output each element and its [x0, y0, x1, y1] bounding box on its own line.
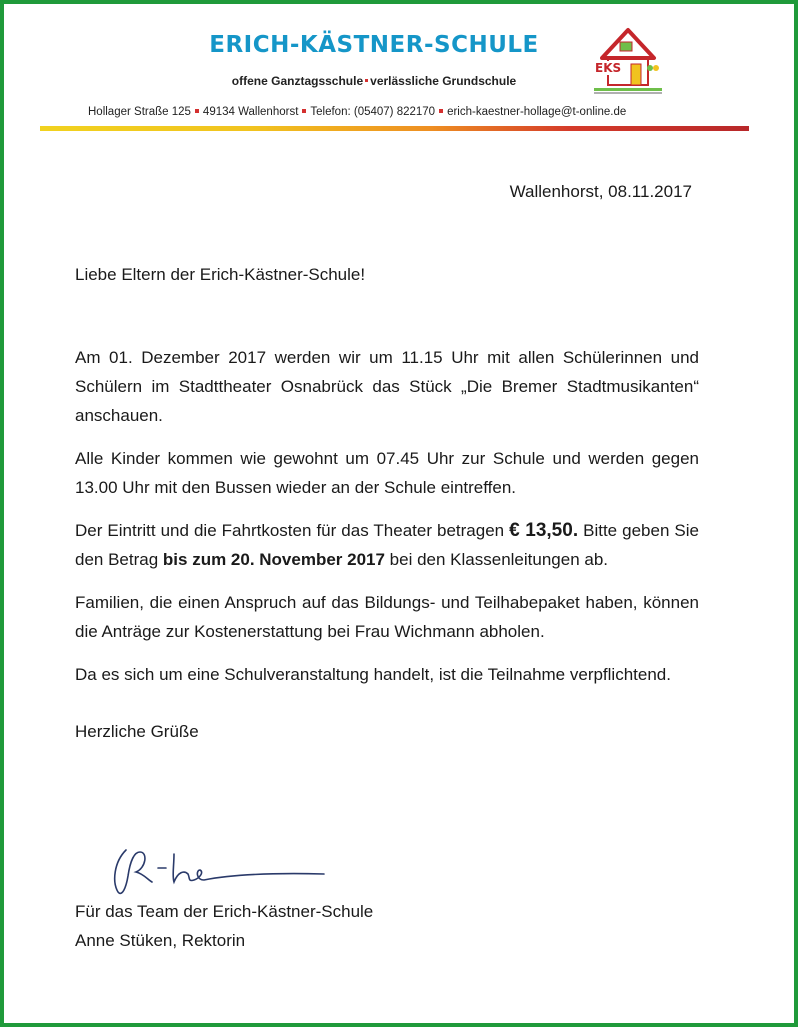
cost-text-middle: Bitte geben Sie den Betrag [75, 521, 700, 569]
closing: Herzliche Grüße [75, 722, 199, 741]
cost-text-end: bei den Klassenleitungen ab. [384, 550, 609, 569]
letter-body [75, 260, 699, 746]
greeting: Liebe Eltern der Erich-Kästner-Schule! [75, 265, 366, 284]
sign-block [75, 897, 373, 955]
phone: Telefon: (05407) 822170 [310, 106, 436, 118]
school-subtitle [114, 74, 634, 88]
paragraph-schedule: Alle Kinder kommen wie gewohnt um 07.45 Uhr zur Schule und werden gegen 13.00 Uhr mit den Bussen wieder an der Schule eintreffen. [75, 449, 699, 497]
paragraph-mandatory: Da es sich um eine Schulveranstaltung handelt, ist die Teilnahme verpflichtend. [75, 665, 671, 684]
contact-separator [302, 109, 306, 113]
letter-date: Wallenhorst, 08.11.2017 [509, 182, 692, 201]
cost-text-start: Der Eintritt und die Fahrtkosten für das Theater betragen [75, 521, 510, 540]
school-name: ERICH-KÄSTNER-SCHULE [209, 32, 539, 58]
paragraph-cost [75, 516, 699, 574]
deadline: bis zum 20. November 2017 [162, 550, 385, 569]
subtitle-part-grundschule: verlässliche Grundschule [370, 74, 517, 88]
signature-icon [104, 842, 334, 898]
address: Hollager Straße 125 [88, 106, 191, 118]
team-line: Für das Team der Erich-Kästner-Schule [75, 902, 374, 921]
paragraph-event: Am 01. Dezember 2017 werden wir um 11.15 Uhr mit allen Schülerinnen und Schülern im Stadttheater Osnabrück das Stück „Die Bremer Stadtmusikanten“ anschauen. [75, 348, 699, 425]
header-rule [40, 126, 749, 131]
contact-separator [439, 109, 443, 113]
signer: Anne Stüken, Rektorin [75, 931, 246, 950]
subtitle-part-ganztag: offene Ganztagsschule [231, 74, 364, 88]
price: € 13,50. [509, 520, 579, 541]
postal-city: 49134 Wallenhorst [202, 106, 299, 118]
contact-line [88, 106, 688, 118]
paragraph-subsidy: Familien, die einen Anspruch auf das Bildungs- und Teilhabepaket haben, können die Anträge zur Kostenerstattung bei Frau Wichmann abholen. [75, 593, 699, 641]
logo-text: EKS [595, 61, 622, 75]
contact-separator [195, 109, 199, 113]
subtitle-separator [365, 79, 368, 82]
email: erich-kaestner-hollage@t-online.de [447, 106, 627, 118]
